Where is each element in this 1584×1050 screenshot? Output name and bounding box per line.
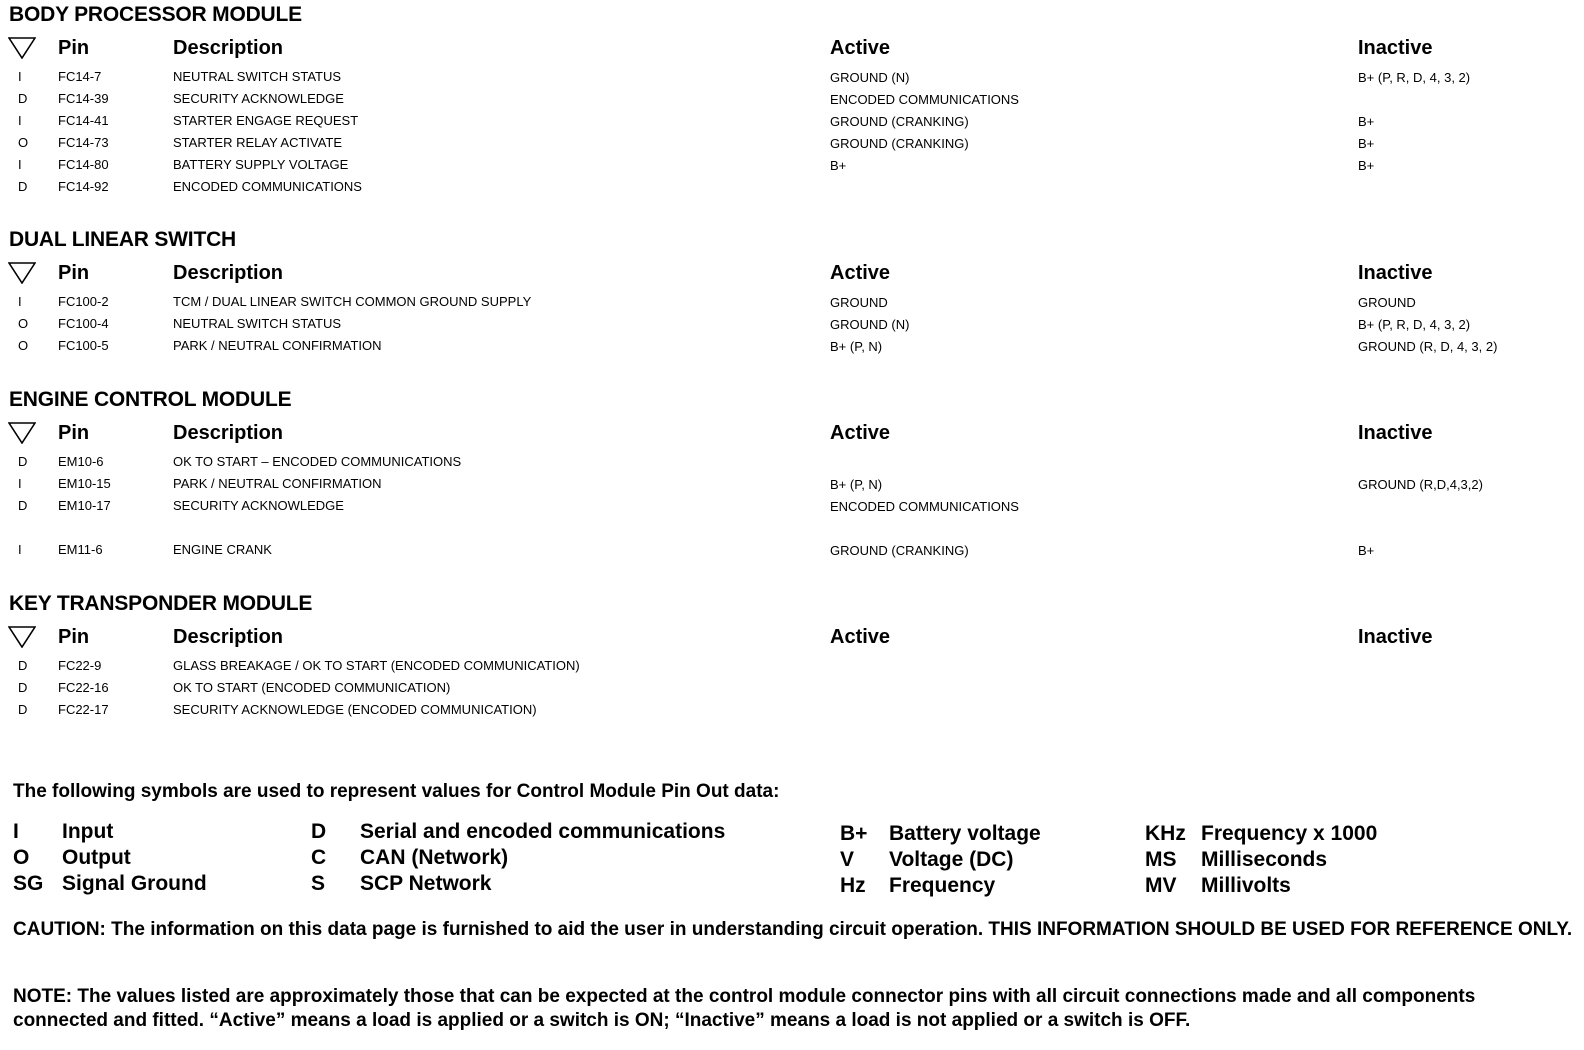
legend-meaning: Frequency x 1000 (1201, 822, 1378, 845)
pin-number: EM11-6 (58, 542, 103, 557)
table-row (0, 454, 1584, 474)
pin-description: NEUTRAL SWITCH STATUS (173, 316, 342, 331)
legend-meaning: Millivolts (1201, 874, 1291, 897)
pin-number: EM10-17 (58, 498, 111, 513)
pin-type: I (18, 294, 22, 309)
table-row (0, 113, 1584, 133)
pin-description: GLASS BREAKAGE / OK TO START (ENCODED COMMUNICATION) (173, 658, 580, 673)
inactive-value: B+ (1358, 543, 1375, 558)
legend-symbol: I (13, 820, 19, 843)
pin-type: D (18, 179, 28, 194)
table-row (0, 702, 1584, 722)
table-row (0, 69, 1584, 89)
pin-description: SECURITY ACKNOWLEDGE (ENCODED COMMUNICATION) (173, 702, 537, 717)
inactive-value: GROUND (R, D, 4, 3, 2) (1358, 339, 1498, 354)
table-header (0, 262, 1584, 292)
pin-description: STARTER RELAY ACTIVATE (173, 135, 343, 150)
legend-symbol: MV (1145, 874, 1177, 897)
legend-symbol: MS (1145, 848, 1177, 871)
pin-description: PARK / NEUTRAL CONFIRMATION (173, 476, 382, 491)
active-value: GROUND (830, 295, 888, 310)
legend-symbol: Hz (840, 874, 866, 897)
table-row (0, 542, 1584, 562)
inactive-header: Inactive (1358, 37, 1433, 59)
legend-symbol: B+ (840, 822, 868, 845)
table-row (0, 680, 1584, 700)
pin-number: FC14-73 (58, 135, 109, 150)
active-header: Active (830, 262, 891, 284)
pin-description: SECURITY ACKNOWLEDGE (173, 91, 344, 106)
legend-symbol: O (13, 846, 30, 869)
active-value: ENCODED COMMUNICATIONS (830, 92, 1019, 107)
pin-description: STARTER ENGAGE REQUEST (173, 113, 359, 128)
inactive-value: GROUND (1358, 295, 1416, 310)
pin-type: D (18, 91, 28, 106)
pin-number: FC14-41 (58, 113, 109, 128)
active-value: GROUND (N) (830, 317, 910, 332)
pin-type: D (18, 702, 28, 717)
pin-header: Pin (58, 37, 90, 59)
pin-number: FC22-9 (58, 658, 102, 673)
legend-meaning: SCP Network (360, 872, 492, 895)
pin-type: O (18, 135, 29, 150)
table-row (0, 658, 1584, 678)
active-value: GROUND (N) (830, 70, 910, 85)
inactive-value: B+ (P, R, D, 4, 3, 2) (1358, 317, 1471, 332)
active-header: Active (830, 626, 891, 648)
pin-description: SECURITY ACKNOWLEDGE (173, 498, 344, 513)
pin-type: I (18, 113, 22, 128)
pin-number: EM10-6 (58, 454, 104, 469)
pin-number: FC100-5 (58, 338, 109, 353)
pin-number: FC14-80 (58, 157, 109, 172)
table-row (0, 179, 1584, 199)
direction-triangle-icon (8, 37, 36, 59)
description-header: Description (173, 37, 284, 59)
pin-description: ENGINE CRANK (173, 542, 272, 557)
inactive-value: GROUND (R,D,4,3,2) (1358, 477, 1483, 492)
section-title: DUAL LINEAR SWITCH (9, 228, 237, 251)
pin-header: Pin (58, 422, 90, 444)
pin-description: NEUTRAL SWITCH STATUS (173, 69, 342, 84)
description-header: Description (173, 626, 284, 648)
active-value: B+ (P, N) (830, 477, 883, 492)
legend-symbol: S (311, 872, 326, 895)
pin-description: OK TO START (ENCODED COMMUNICATION) (173, 680, 451, 695)
section-title: BODY PROCESSOR MODULE (9, 3, 302, 26)
inactive-value: B+ (1358, 136, 1375, 151)
legend-meaning: Frequency (889, 874, 996, 897)
legend-symbol: C (311, 846, 327, 869)
description-header: Description (173, 262, 284, 284)
pin-description: PARK / NEUTRAL CONFIRMATION (173, 338, 382, 353)
inactive-header: Inactive (1358, 422, 1433, 444)
inactive-value: B+ (1358, 158, 1375, 173)
table-row (0, 91, 1584, 111)
table-row (0, 135, 1584, 155)
active-header: Active (830, 422, 891, 444)
pin-type: D (18, 498, 28, 513)
pin-number: FC14-7 (58, 69, 102, 84)
inactive-value: B+ (P, R, D, 4, 3, 2) (1358, 70, 1471, 85)
table-header (0, 422, 1584, 452)
pin-type: O (18, 338, 29, 353)
legend-symbol: V (840, 848, 855, 871)
table-row (0, 498, 1584, 518)
pin-description: TCM / DUAL LINEAR SWITCH COMMON GROUND SUPPLY (173, 294, 532, 309)
pin-description: ENCODED COMMUNICATIONS (173, 179, 362, 194)
note-text: NOTE: The values listed are approximately those that can be expected at the control module connector pins with all circuit connections made and all components connected and fitted. “Active” means a load is applied or a switch is ON; “Inactive” means a load is not applied or a switch is OFF. (13, 986, 1476, 1031)
pin-number: FC22-16 (58, 680, 109, 695)
direction-triangle-icon (8, 626, 36, 648)
pin-number: EM10-15 (58, 476, 111, 491)
active-header: Active (830, 37, 891, 59)
table-header (0, 626, 1584, 656)
legend-meaning: CAN (Network) (360, 846, 509, 869)
pin-number: FC100-4 (58, 316, 109, 331)
active-value: GROUND (CRANKING) (830, 114, 969, 129)
pin-type: D (18, 680, 28, 695)
pin-type: D (18, 454, 28, 469)
active-value: ENCODED COMMUNICATIONS (830, 499, 1019, 514)
pin-type: I (18, 476, 22, 491)
legend-meaning: Voltage (DC) (889, 848, 1014, 871)
pin-type: D (18, 658, 28, 673)
section-title: KEY TRANSPONDER MODULE (9, 592, 313, 615)
pin-number: FC14-39 (58, 91, 109, 106)
pin-number: FC22-17 (58, 702, 109, 717)
legend-meaning: Battery voltage (889, 822, 1041, 845)
pin-description: OK TO START – ENCODED COMMUNICATIONS (173, 454, 462, 469)
legend-symbol: SG (13, 872, 44, 895)
direction-triangle-icon (8, 262, 36, 284)
pin-type: O (18, 316, 29, 331)
inactive-value: B+ (1358, 114, 1375, 129)
legend-intro: The following symbols are used to represent values for Control Module Pin Out data: (13, 781, 780, 802)
table-row (0, 316, 1584, 336)
active-value: GROUND (CRANKING) (830, 136, 969, 151)
table-row (0, 476, 1584, 496)
active-value: GROUND (CRANKING) (830, 543, 969, 558)
table-header (0, 37, 1584, 67)
symbol-legend (0, 820, 1584, 900)
active-value: B+ (P, N) (830, 339, 883, 354)
pin-header: Pin (58, 626, 90, 648)
inactive-header: Inactive (1358, 262, 1433, 284)
table-row (0, 294, 1584, 314)
legend-meaning: Output (62, 846, 131, 869)
pin-description: BATTERY SUPPLY VOLTAGE (173, 157, 349, 172)
pin-type: I (18, 157, 22, 172)
description-header: Description (173, 422, 284, 444)
legend-symbol: D (311, 820, 327, 843)
table-row (0, 338, 1584, 358)
legend-meaning: Serial and encoded communications (360, 820, 726, 843)
table-row (0, 157, 1584, 177)
section-title: ENGINE CONTROL MODULE (9, 388, 292, 411)
pin-number: FC14-92 (58, 179, 109, 194)
active-value: B+ (830, 158, 847, 173)
pin-number: FC100-2 (58, 294, 109, 309)
legend-symbol: KHz (1145, 822, 1186, 845)
inactive-header: Inactive (1358, 626, 1433, 648)
caution-text: CAUTION: The information on this data page is furnished to aid the user in understanding circuit operation. THIS INFORMATION SHOULD BE USED FOR REFERENCE ONLY. (13, 919, 1573, 940)
pin-type: I (18, 69, 22, 84)
legend-meaning: Input (62, 820, 114, 843)
pin-type: I (18, 542, 22, 557)
legend-meaning: Signal Ground (62, 872, 207, 895)
direction-triangle-icon (8, 422, 36, 444)
pin-header: Pin (58, 262, 90, 284)
legend-meaning: Milliseconds (1201, 848, 1328, 871)
